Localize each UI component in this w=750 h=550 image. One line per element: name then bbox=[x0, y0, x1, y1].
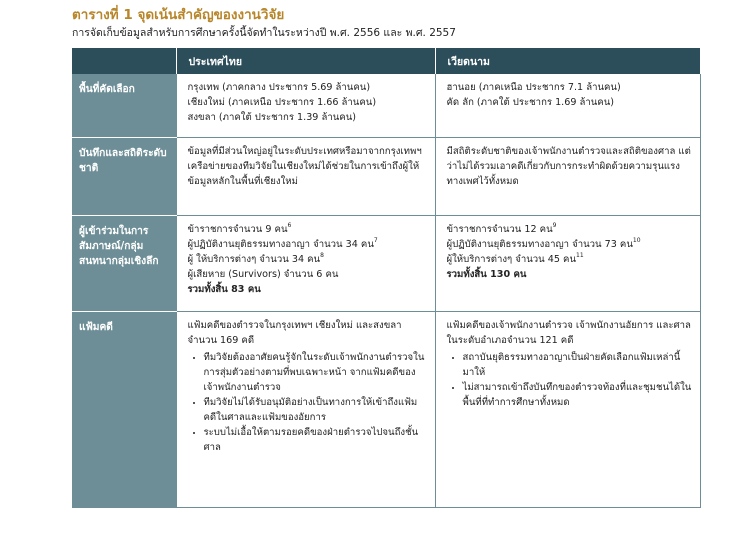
list-item bbox=[188, 222, 427, 237]
total-thailand: รวมทั้งสิ้น 83 คน bbox=[187, 283, 261, 295]
column-header-vietnam: เวียดนาม bbox=[435, 48, 700, 74]
cell-intro: แฟ้มคดีของเจ้าพนักงานตำรวจ เจ้าพนักงานอัยการ และศาล ในระดับอำเภอจำนวน 121 คดี bbox=[446, 319, 691, 346]
list-item: • ไม่สามารถเข้าถึงบันทึกของตำรวจท้องที่และชุมชนได้ในพื้นที่ที่ทำการศึกษาทั้งหมด bbox=[463, 380, 692, 410]
list-item bbox=[188, 252, 427, 267]
list-item: ฮานอย (ภาคเหนือ ประชากร 7.1 ล้านคน) bbox=[446, 82, 621, 93]
table-row-participants bbox=[72, 215, 700, 311]
cell-stats-vietnam bbox=[435, 137, 700, 215]
table-subtitle: การจัดเก็บข้อมูลสำหรับการศึกษาครั้งนี้จัดทำในระหว่างปี พ.ศ. 2556 และ พ.ศ. 2557 bbox=[72, 27, 456, 39]
item-text: ข้าราชการจำนวน 12 คน bbox=[446, 223, 553, 235]
list-item: • ระบบไม่เอื้อให้ตามรอยคดีของฝ่ายตำรวจไปจนถึงชั้นศาล bbox=[204, 425, 427, 455]
header-corner bbox=[72, 48, 176, 74]
footnote-ref: 9 bbox=[552, 221, 557, 229]
list-item bbox=[188, 237, 427, 252]
list-item: มีสถิติระดับชาติของเจ้าพนักงานตำรวจและสถิติของศาล แต่ว่าไม่ได้รวมเอาคดีเกี่ยวกับการกระทำผิดด้วยความรุนแรงทางเพศไว้ทั้งหมด bbox=[446, 145, 691, 187]
item-text: ผู้เสียหาย (Survivors) จำนวน 6 คน bbox=[187, 268, 339, 280]
table-row-area bbox=[72, 74, 700, 137]
cell-participants-vietnam bbox=[435, 215, 700, 311]
list-item bbox=[447, 237, 692, 252]
item-text: ผู้ปฏิบัติงานยุติธรรมทางอาญา จำนวน 34 คน bbox=[187, 238, 374, 250]
cell-area-vietnam bbox=[435, 74, 700, 137]
list-item: • ทีมวิจัยต้องอาศัยคนรู้จักในระดับเจ้าพนักงานตำรวจในการสุ่มตัวอย่างตามที่พบเฉพาะหน้า จากแฟ้มคดีของเจ้าพนักงานตำรวจ bbox=[204, 350, 427, 395]
list-item: เชียงใหม่ (ภาคเหนือ ประชากร 1.66 ล้านคน) bbox=[187, 97, 377, 108]
cell-area-thailand bbox=[176, 74, 435, 137]
footnote-ref: 11 bbox=[576, 251, 584, 259]
footnote-ref: 8 bbox=[320, 251, 324, 259]
item-text: ผู้ให้บริการต่างๆ จำนวน 45 คน bbox=[446, 253, 577, 265]
research-focus-table bbox=[72, 48, 701, 508]
total-vietnam: รวมทั้งสิ้น 130 คน bbox=[446, 268, 527, 280]
row-header-files: แฟ้มคดี bbox=[72, 311, 176, 507]
list-item: เครือข่ายของทีมวิจัยในเชียงใหม่ได้ช่วยในการเข้าถึงผู้ให้ข้อมูลหลักในพื้นที่เชียงใหม่ bbox=[187, 160, 420, 187]
list-item bbox=[188, 267, 427, 282]
cell-participants-thailand bbox=[176, 215, 435, 311]
list-item: กรุงเทพ (ภาคกลาง ประชากร 5.69 ล้านคน) bbox=[187, 82, 371, 93]
row-header-area: พื้นที่คัดเลือก bbox=[72, 74, 176, 137]
list-item bbox=[447, 252, 692, 267]
table-row-files bbox=[72, 311, 700, 507]
footnote-ref: 6 bbox=[287, 221, 292, 229]
list-item: • สถาบันยุติธรรมทางอาญาเป็นฝ่ายคัดเลือกแฟ้มเหล่านี้มาให้ bbox=[463, 350, 692, 380]
list-item: • ทีมวิจัยไม่ได้รับอนุมัติอย่างเป็นทางการให้เข้าถึงแฟ้มคดีในศาลและแฟ้มของอัยการ bbox=[204, 395, 427, 425]
table-title: ตารางที่ 1 จุดเน้นสำคัญของงานวิจัย bbox=[72, 7, 285, 23]
item-text: ผู้ปฏิบัติงานยุติธรรมทางอาญา จำนวน 73 คน bbox=[446, 238, 633, 250]
bullet-list bbox=[188, 350, 427, 455]
item-text: ข้าราชการจำนวน 9 คน bbox=[187, 223, 288, 235]
list-item: คัด ลัก (ภาคใต้ ประชากร 1.69 ล้านคน) bbox=[446, 97, 615, 108]
cell-files-vietnam bbox=[435, 311, 700, 507]
item-text: ผู้ ให้บริการต่างๆ จำนวน 34 คน bbox=[187, 253, 321, 265]
table-row-stats bbox=[72, 137, 700, 215]
list-item: ข้อมูลที่มีส่วนใหญ่อยู่ในระดับประเทศหรือมาจากกรุงเทพฯ bbox=[187, 145, 422, 157]
table-figure bbox=[72, 6, 700, 508]
footnote-ref: 10 bbox=[632, 236, 641, 244]
header-row bbox=[72, 48, 700, 74]
footnote-ref: 7 bbox=[373, 236, 378, 244]
column-header-thailand: ประเทศไทย bbox=[176, 48, 435, 74]
list-item bbox=[447, 222, 692, 237]
row-header-participants: ผู้เข้าร่วมในการสัมภาษณ์/กลุ่มสนทนากลุ่มเชิงลึก bbox=[72, 215, 176, 311]
cell-stats-thailand bbox=[176, 137, 435, 215]
cell-files-thailand bbox=[176, 311, 435, 507]
row-header-stats: บันทึกและสถิติระดับชาติ bbox=[72, 137, 176, 215]
bullet-list bbox=[447, 350, 692, 410]
cell-intro: แฟ้มคดีของตำรวจในกรุงเทพฯ เชียงใหม่ และสงขลา จำนวน 169 คดี bbox=[187, 319, 402, 346]
list-item: สงขลา (ภาคใต้ ประชากร 1.39 ล้านคน) bbox=[187, 112, 357, 123]
